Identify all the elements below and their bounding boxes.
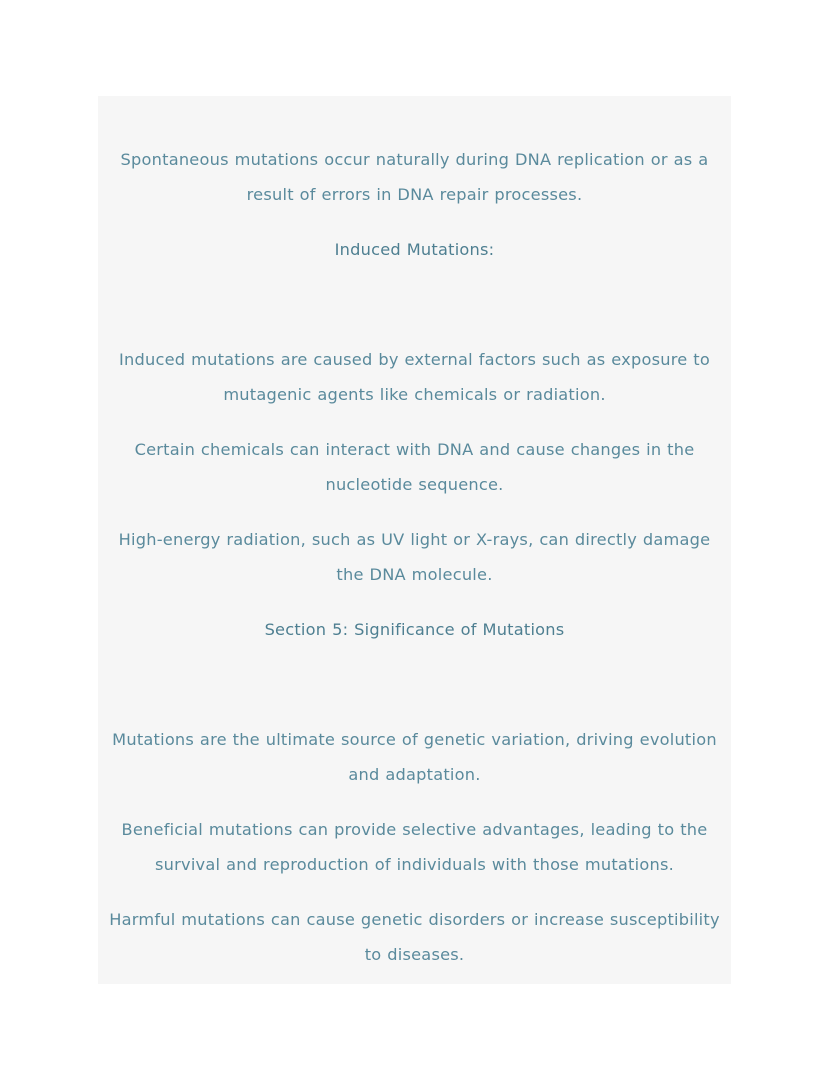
spacer-after-section-5-heading — [106, 667, 723, 702]
induced-mutations-causes-paragraph: Induced mutations are caused by external factors such as exposure to mutagenic agents like chemicals or radiation. — [119, 350, 710, 404]
spacer-after-induced-mutations-heading — [106, 287, 723, 322]
beneficial-mutations-paragraph: Beneficial mutations can provide selective advantages, leading to the survival and reproduction of individuals with those mutations. — [121, 820, 708, 874]
high-energy-radiation-paragraph: High-energy radiation, such as UV light or X-rays, can directly damage the DNA molecule. — [118, 530, 711, 584]
harmful-mutations-paragraph: Harmful mutations can cause genetic disorders or increase susceptibility to diseases. — [109, 910, 720, 964]
content-panel — [98, 96, 731, 984]
chemicals-interact-dna-paragraph: Certain chemicals can interact with DNA and cause changes in the nucleotide sequence. — [134, 440, 695, 494]
document-text-body — [106, 142, 723, 972]
induced-mutations-heading: Induced Mutations: — [334, 240, 495, 259]
genetic-variation-paragraph: Mutations are the ultimate source of genetic variation, driving evolution and adaptation. — [112, 730, 717, 784]
spontaneous-mutations-paragraph: Spontaneous mutations occur naturally during DNA replication or as a result of errors in DNA repair processes. — [120, 150, 709, 204]
section-5-heading: Section 5: Significance of Mutations — [264, 620, 565, 639]
